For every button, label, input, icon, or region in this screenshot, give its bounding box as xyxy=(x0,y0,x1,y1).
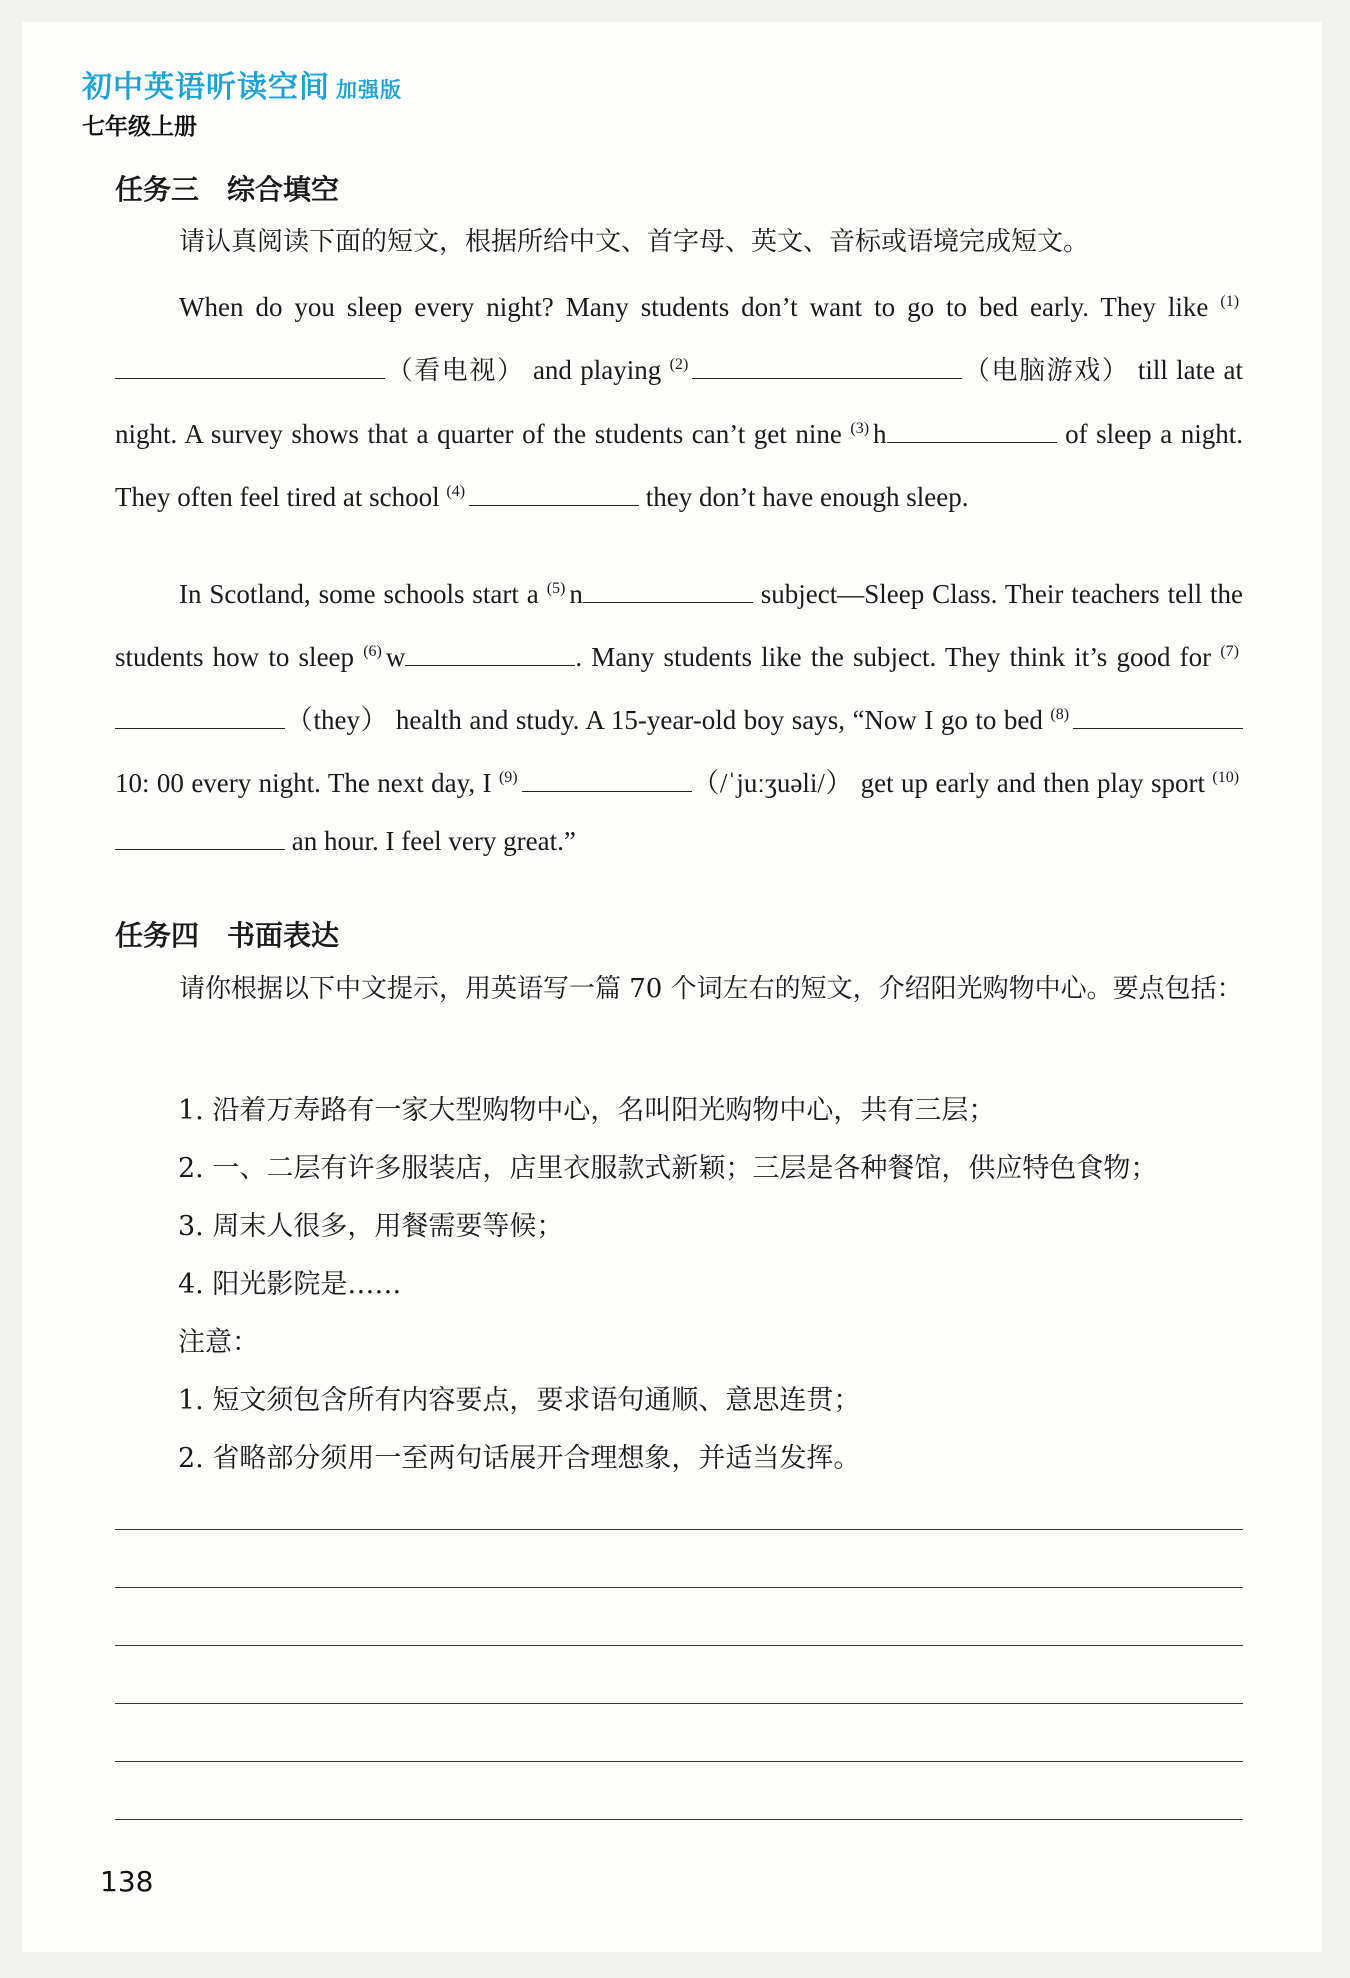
blank-1[interactable] xyxy=(115,348,385,379)
task3-instruction: 请认真阅读下面的短文，根据所给中文、首字母、英文、音标或语境完成短文。 xyxy=(179,227,1090,257)
p1-text-5: they don’t have enough sleep. xyxy=(639,482,969,512)
blank-number-7: (7) xyxy=(1220,643,1239,660)
note-label: 注意： xyxy=(178,1327,259,1358)
blank-number-3: (3) xyxy=(850,420,870,437)
p2-text-1: In Scotland, some schools start a xyxy=(179,579,539,609)
writing-line[interactable] xyxy=(115,1645,1243,1646)
blank-8[interactable] xyxy=(1073,698,1243,729)
blank-number-10: (10) xyxy=(1212,769,1240,786)
edition-label: 加强版 xyxy=(336,78,402,102)
blank-number-9: (9) xyxy=(498,769,518,786)
point-4: 4. 阳光影院是…… xyxy=(178,1269,402,1300)
writing-line[interactable] xyxy=(115,1761,1243,1762)
task3-paragraph-2 xyxy=(115,560,1243,870)
blank-5[interactable] xyxy=(583,572,753,603)
series-title-text: 初中英语听读空间 xyxy=(82,70,330,105)
point-2: 2. 一、二层有许多服装店，店里衣服款式新颖；三层是各种餐馆，供应特色食物； xyxy=(178,1153,1158,1184)
p1-text-1: When do you sleep every night? Many students don’t want to go to bed early. They like xyxy=(179,292,1209,322)
blank-3[interactable] xyxy=(887,412,1057,443)
page-number: 138 xyxy=(100,1865,154,1898)
blank-4[interactable] xyxy=(469,475,639,506)
task4-heading: 任务四 书面表达 xyxy=(115,919,340,952)
blank-number-5: (5) xyxy=(546,580,566,597)
p1-text-3: till late at night. A survey shows that a quarter of the students can’t get nine xyxy=(115,355,1243,449)
initial-letter-3: h xyxy=(873,419,887,449)
task4-instruction: 请你根据以下中文提示，用英语写一篇 70 个词左右的短文，介绍阳光购物中心。要点包括： xyxy=(179,974,1243,1004)
p2-text-2: subject—Sleep Class. Their teachers tell the students how to sleep xyxy=(115,579,1243,672)
task3-heading: 任务三 综合填空 xyxy=(115,173,340,206)
blank-number-8: (8) xyxy=(1050,706,1070,723)
p2-text-6: get up early and then play sport xyxy=(853,768,1205,798)
blank-number-6: (6) xyxy=(363,643,382,660)
blank-6[interactable] xyxy=(405,635,575,666)
blank-9[interactable] xyxy=(522,761,692,792)
blank-number-2: (2) xyxy=(669,356,689,373)
p2-text-4: health and study. A 15-year-old boy says, “Now I go to bed xyxy=(388,705,1043,735)
blank-number-1: (1) xyxy=(1220,293,1240,310)
p2-text-7: an hour. I feel very great.” xyxy=(285,826,576,856)
hint-1: （看电视） xyxy=(385,356,525,386)
hint-2: （电脑游戏） xyxy=(962,356,1130,386)
hint-9: （/ˈjuːʒuəli/） xyxy=(691,768,854,798)
writing-line[interactable] xyxy=(115,1529,1243,1530)
writing-line[interactable] xyxy=(115,1819,1243,1820)
series-title xyxy=(82,62,402,106)
task3-paragraph-1 xyxy=(115,273,1243,526)
grade-label: 七年级上册 xyxy=(82,114,197,140)
hint-7: （they） xyxy=(285,705,389,735)
p1-text-4: of sleep a night. They often feel tired at school xyxy=(115,419,1243,512)
blank-10[interactable] xyxy=(115,819,285,850)
blank-number-4: (4) xyxy=(446,483,466,500)
point-1: 1. 沿着万寿路有一家大型购物中心，名叫阳光购物中心，共有三层； xyxy=(178,1095,996,1126)
note-2: 2. 省略部分须用一至两句话展开合理想象，并适当发挥。 xyxy=(178,1443,861,1474)
note-1: 1. 短文须包含所有内容要点，要求语句通顺、意思连贯； xyxy=(178,1385,861,1416)
blank-2[interactable] xyxy=(692,348,962,379)
p1-text-2: and playing xyxy=(524,355,662,385)
blank-7[interactable] xyxy=(115,698,285,729)
p2-text-5: 10: 00 every night. The next day, I xyxy=(115,768,492,798)
writing-line[interactable] xyxy=(115,1587,1243,1588)
point-3: 3. 周末人很多，用餐需要等候； xyxy=(178,1211,564,1242)
writing-line[interactable] xyxy=(115,1703,1243,1704)
p2-text-3: . Many students like the subject. They think it’s good for xyxy=(575,642,1212,672)
initial-letter-5: n xyxy=(569,579,583,609)
initial-letter-6: w xyxy=(385,642,406,672)
